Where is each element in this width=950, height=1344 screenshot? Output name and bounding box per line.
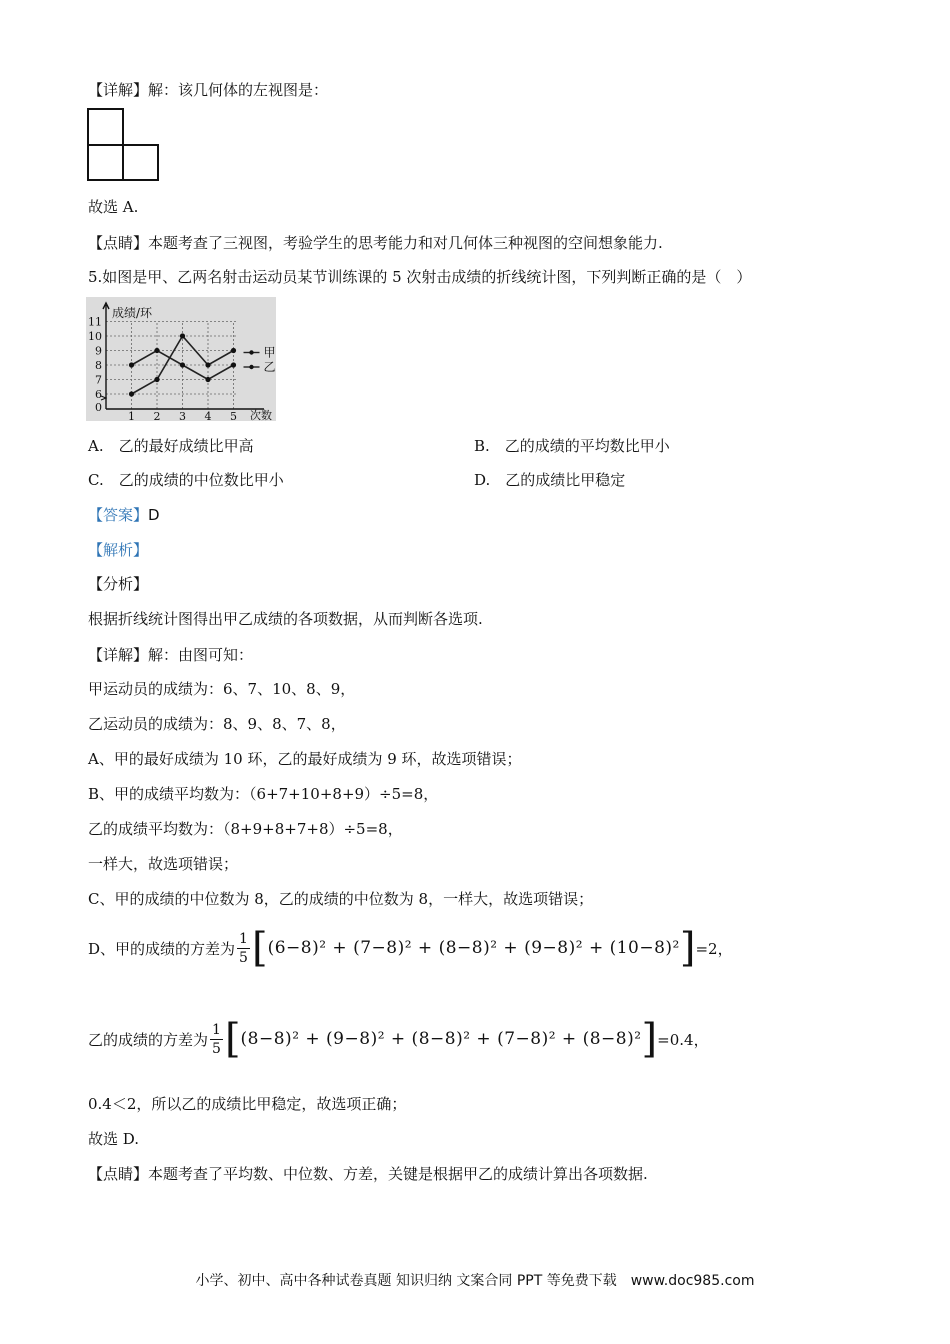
right-bracket: ]: [679, 925, 696, 971]
y-tick-label: 9: [95, 344, 102, 358]
choose-a-line: 故选 A.: [88, 198, 139, 216]
y-tick-label: 0: [95, 401, 102, 414]
right-bracket-2: ]: [641, 1016, 658, 1062]
dianjing-line-1: [88, 233, 663, 253]
yi-variance-formula: [88, 1014, 709, 1064]
option-b-analysis: B、甲的成绩平均数为：（6+7+10+8+9）÷5=8，: [88, 785, 439, 803]
one-fifth-fraction-2: [210, 1021, 223, 1058]
dianjing-tag: 【点睛】: [88, 234, 149, 252]
final-dianjing-text: 本题考查了平均数、中位数、方差，关键是根据甲乙的成绩计算出各项数据.: [148, 1165, 648, 1183]
yi-scores: 乙运动员的成绩为：8、9、8、7、8，: [88, 715, 346, 733]
answer-value: D: [148, 506, 160, 524]
left-bracket: [: [251, 925, 268, 971]
y-tick-label: 8: [95, 359, 102, 372]
answer-tag: 【答案】: [88, 506, 149, 524]
jia-variance-prefix: D、甲的成绩的方差为: [88, 939, 236, 958]
series-2-point: [129, 362, 134, 367]
yi-variance-prefix: 乙的成绩的方差为: [88, 1030, 209, 1049]
fenxi-tag: 【分析】: [88, 575, 149, 593]
fraction-denominator-2: 5: [212, 1040, 221, 1057]
option-d: D. 乙的成绩比甲稳定: [474, 471, 626, 489]
legend-marker: [249, 350, 253, 354]
question-5: 5.如图是甲、乙两名射击运动员某节训练课的 5 次射击成绩的折线统计图，下列判断正确的是（ ）: [88, 268, 752, 286]
answer-line: [88, 505, 160, 525]
detail-line-1: [88, 80, 328, 100]
jia-scores: 甲运动员的成绩为：6、7、10、8、9，: [88, 680, 356, 698]
x-tick-label: 4: [204, 410, 212, 421]
series-2-point: [205, 377, 210, 382]
y-axis-label: 成绩/环: [112, 306, 153, 320]
series-1-point: [129, 391, 134, 396]
legend-label: 甲: [263, 345, 276, 360]
y-tick-label: 11: [88, 315, 102, 329]
fenxi-text: 根据折线统计图得出甲乙成绩的各项数据，从而判断各选项.: [88, 610, 483, 628]
left-view-bottom-right-square: [123, 145, 158, 180]
series-2-point: [154, 348, 159, 353]
legend-marker: [249, 365, 253, 369]
detail-text: 解：该几何体的左视图是：: [148, 81, 329, 99]
page-footer: 小学、初中、高中各种试卷真题 知识归纳 文案合同 PPT 等免费下载 www.doc985.com: [195, 1273, 755, 1289]
option-b: B. 乙的成绩的平均数比甲小: [474, 437, 670, 455]
series-1-point: [180, 333, 185, 338]
fraction-numerator: 1: [239, 930, 248, 947]
option-a-analysis: A、甲的最好成绩为 10 环，乙的最好成绩为 9 环，故选项错误；: [88, 750, 522, 768]
series-2-point: [180, 362, 185, 367]
x-axis-label: 次数: [250, 409, 272, 421]
choose-d-line: 故选 D.: [88, 1130, 140, 1148]
y-tick-label: 6: [95, 388, 102, 401]
left-bracket-2: [: [224, 1016, 241, 1062]
left-view-bottom-left-square: [88, 145, 123, 180]
x-tick-label: 5: [230, 410, 237, 421]
line-chart: [86, 297, 276, 421]
series-1-point: [205, 362, 210, 367]
jia-variance-terms: (6−8)² + (7−8)² + (8−8)² + (9−8)² + (10−8)²: [267, 938, 680, 958]
yi-variance-result: =0.4，: [657, 1030, 709, 1049]
detail-tag: 【详解】: [88, 81, 149, 99]
x-tick-label: 1: [128, 410, 135, 421]
final-dianjing-line: [88, 1164, 648, 1184]
series-1-point: [231, 348, 236, 353]
option-c: C. 乙的成绩的中位数比甲小: [88, 471, 284, 489]
fraction-denominator: 5: [239, 949, 248, 966]
fraction-numerator-2: 1: [212, 1021, 221, 1038]
detail-text-2: 解：由图可知：: [148, 646, 254, 664]
y-tick-label: 10: [88, 330, 102, 343]
series-2-point: [231, 362, 236, 367]
detail-tag-2: 【详解】: [88, 646, 149, 664]
option-b-analysis-3: 一样大，故选项错误；: [88, 855, 239, 873]
option-c-analysis: C、甲的成绩的中位数为 8，乙的成绩的中位数为 8，一样大，故选项错误；: [88, 890, 594, 908]
y-tick-label: 7: [95, 373, 102, 387]
yi-variance-terms: (8−8)² + (9−8)² + (8−8)² + (7−8)² + (8−8)²: [240, 1029, 642, 1049]
legend-label: 乙: [263, 360, 276, 374]
x-tick-label: 3: [179, 410, 186, 421]
conclusion-line: 0.4＜2，所以乙的成绩比甲稳定，故选项正确；: [88, 1095, 407, 1113]
series-1-point: [154, 377, 159, 382]
jia-variance-formula: [88, 923, 733, 973]
left-view-figure: [86, 107, 162, 183]
detail-line-2: [88, 645, 253, 665]
one-fifth-fraction: [237, 930, 250, 967]
left-view-top-square: [88, 109, 123, 145]
jia-variance-result: =2，: [695, 939, 733, 958]
final-dianjing-tag: 【点睛】: [88, 1165, 149, 1183]
option-a: A. 乙的最好成绩比甲高: [88, 437, 254, 455]
jiexi-tag: 【解析】: [88, 541, 149, 559]
dianjing-text: 本题考查了三视图，考验学生的思考能力和对几何体三种视图的空间想象能力.: [148, 234, 663, 252]
option-b-analysis-2: 乙的成绩平均数为：（8+9+8+7+8）÷5=8，: [88, 820, 403, 838]
x-tick-label: 2: [153, 410, 161, 421]
